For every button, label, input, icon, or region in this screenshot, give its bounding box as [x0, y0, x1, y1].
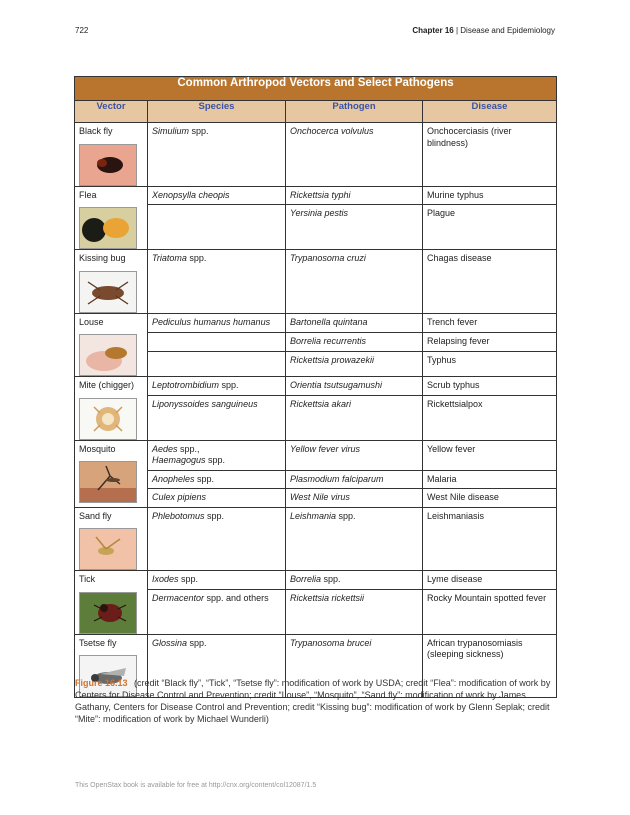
black-fly-photo	[79, 144, 137, 186]
pathogen-cell: Yellow fever virus	[286, 440, 423, 470]
disease-cell: Malaria	[423, 470, 557, 489]
figure-label: Figure 16.13	[75, 678, 128, 688]
vector-name: Louse	[79, 316, 104, 327]
table-row	[75, 507, 557, 571]
footer-note: This OpenStax book is available for free at http://cnx.org/content/col12087/1.5	[75, 782, 317, 789]
pathogen-cell: Rickettsia rickettsii	[286, 589, 423, 634]
table-row	[75, 571, 557, 590]
table-row	[75, 440, 557, 470]
table-row	[75, 123, 557, 187]
disease-cell: Onchocerciasis (river blindness)	[423, 123, 557, 187]
disease-cell: Relapsing fever	[423, 332, 557, 351]
arthropod-vectors-table	[74, 76, 557, 698]
species-cell: Pediculus humanus humanus	[148, 313, 286, 332]
disease-cell: Leishmaniasis	[423, 507, 557, 571]
mite-photo	[79, 398, 137, 440]
vector-name: Mite (chigger)	[79, 380, 135, 390]
column-header-species: Species	[148, 101, 286, 123]
kissing-bug-photo	[79, 271, 137, 313]
species-cell: Anopheles spp.	[148, 470, 286, 489]
vector-cell	[75, 571, 148, 635]
pathogen-cell: Leishmania spp.	[286, 507, 423, 571]
vector-name: Tsetse fly	[79, 637, 117, 648]
chapter-header: Chapter 16 | Disease and Epidemiology	[412, 26, 555, 35]
pathogen-cell: Rickettsia typhi	[286, 186, 423, 205]
column-header-disease: Disease	[423, 101, 557, 123]
pathogen-cell: Borrelia spp.	[286, 571, 423, 590]
table-row	[75, 205, 557, 250]
pathogen-cell: Bartonella quintana	[286, 313, 423, 332]
flea-photo	[79, 207, 137, 249]
species-cell: Liponyssoides sanguineus	[148, 396, 286, 440]
page-number: 722	[75, 26, 89, 35]
pathogen-cell: West Nile virus	[286, 489, 423, 508]
species-cell: Culex pipiens	[148, 489, 286, 508]
pathogen-cell: Trypanosoma cruzi	[286, 250, 423, 314]
table-row	[75, 332, 557, 351]
species-cell	[148, 205, 286, 250]
mosquito-photo	[79, 461, 137, 503]
pathogen-cell: Orientia tsutsugamushi	[286, 377, 423, 396]
species-cell	[148, 352, 286, 377]
disease-cell: Rocky Mountain spotted fever	[423, 589, 557, 634]
vector-name: Tick	[79, 574, 96, 584]
caption-text: (credit “Black fly”, “Tick”, “Tsetse fly”: modification of work by USDA; credit “Flea”: modification of work by Centers for Disease Control and Prevention; credit “Louse”, “Mosquito”, “Sand fly”: modification of work by James Gathany, Centers for Disease Control and Prevention; credit “Kissing bug”: modification of work by Glenn Seplak; credit “Mite”: modification of work by Michael Wunderli)	[75, 678, 551, 724]
vector-cell	[75, 377, 148, 441]
vector-cell	[75, 250, 148, 314]
pathogen-cell: Rickettsia akari	[286, 396, 423, 440]
species-cell: Dermacentor spp. and others	[148, 589, 286, 634]
species-cell: Aedes spp., Haemagogus spp.	[148, 440, 286, 470]
table-title: Common Arthropod Vectors and Select Pathogens	[75, 77, 557, 101]
sand-fly-photo	[79, 528, 137, 570]
tick-photo	[79, 592, 137, 634]
disease-cell: Trench fever	[423, 313, 557, 332]
pathogen-cell: Trypanosoma brucei	[286, 634, 423, 698]
column-header-vector: Vector	[75, 101, 148, 123]
vector-name: Black fly	[79, 126, 113, 136]
table-row	[75, 489, 557, 508]
vector-name: Kissing bug	[79, 253, 126, 263]
species-cell: Triatoma spp.	[148, 250, 286, 314]
disease-cell: Scrub typhus	[423, 377, 557, 396]
louse-photo	[79, 334, 137, 376]
table-row	[75, 352, 557, 377]
vector-name: Mosquito	[79, 443, 116, 454]
species-cell: Phlebotomus spp.	[148, 507, 286, 571]
disease-cell: Typhus	[423, 352, 557, 377]
vector-cell	[75, 186, 148, 250]
species-cell: Xenopsylla cheopis	[148, 186, 286, 205]
species-cell: Ixodes spp.	[148, 571, 286, 590]
table-row	[75, 250, 557, 314]
table-row	[75, 396, 557, 440]
table-row	[75, 377, 557, 396]
vector-cell	[75, 507, 148, 571]
disease-cell: Lyme disease	[423, 571, 557, 590]
table-row	[75, 186, 557, 205]
pathogen-cell: Yersinia pestis	[286, 205, 423, 250]
disease-cell: African trypanosomiasis (sleeping sickness)	[423, 634, 557, 698]
species-cell: Glossina spp.	[148, 634, 286, 698]
pathogen-cell: Borrelia recurrentis	[286, 332, 423, 351]
disease-cell: Murine typhus	[423, 186, 557, 205]
disease-cell: West Nile disease	[423, 489, 557, 508]
species-cell: Leptotrombidium spp.	[148, 377, 286, 396]
species-cell: Simulium spp.	[148, 123, 286, 187]
pathogen-cell: Plasmodium falciparum	[286, 470, 423, 489]
table-row	[75, 589, 557, 634]
disease-cell: Plague	[423, 205, 557, 250]
vector-cell	[75, 123, 148, 187]
table-row	[75, 313, 557, 332]
vector-cell	[75, 440, 148, 507]
vector-cell	[75, 313, 148, 377]
disease-cell: Yellow fever	[423, 440, 557, 470]
figure-caption	[75, 677, 557, 725]
pathogen-cell: Onchocerca volvulus	[286, 123, 423, 187]
disease-cell: Chagas disease	[423, 250, 557, 314]
disease-cell: Rickettsialpox	[423, 396, 557, 440]
vector-name: Flea	[79, 189, 97, 200]
table-row	[75, 470, 557, 489]
species-cell	[148, 332, 286, 351]
vector-name: Sand fly	[79, 510, 112, 521]
column-header-pathogen: Pathogen	[286, 101, 423, 123]
pathogen-cell: Rickettsia prowazekii	[286, 352, 423, 377]
